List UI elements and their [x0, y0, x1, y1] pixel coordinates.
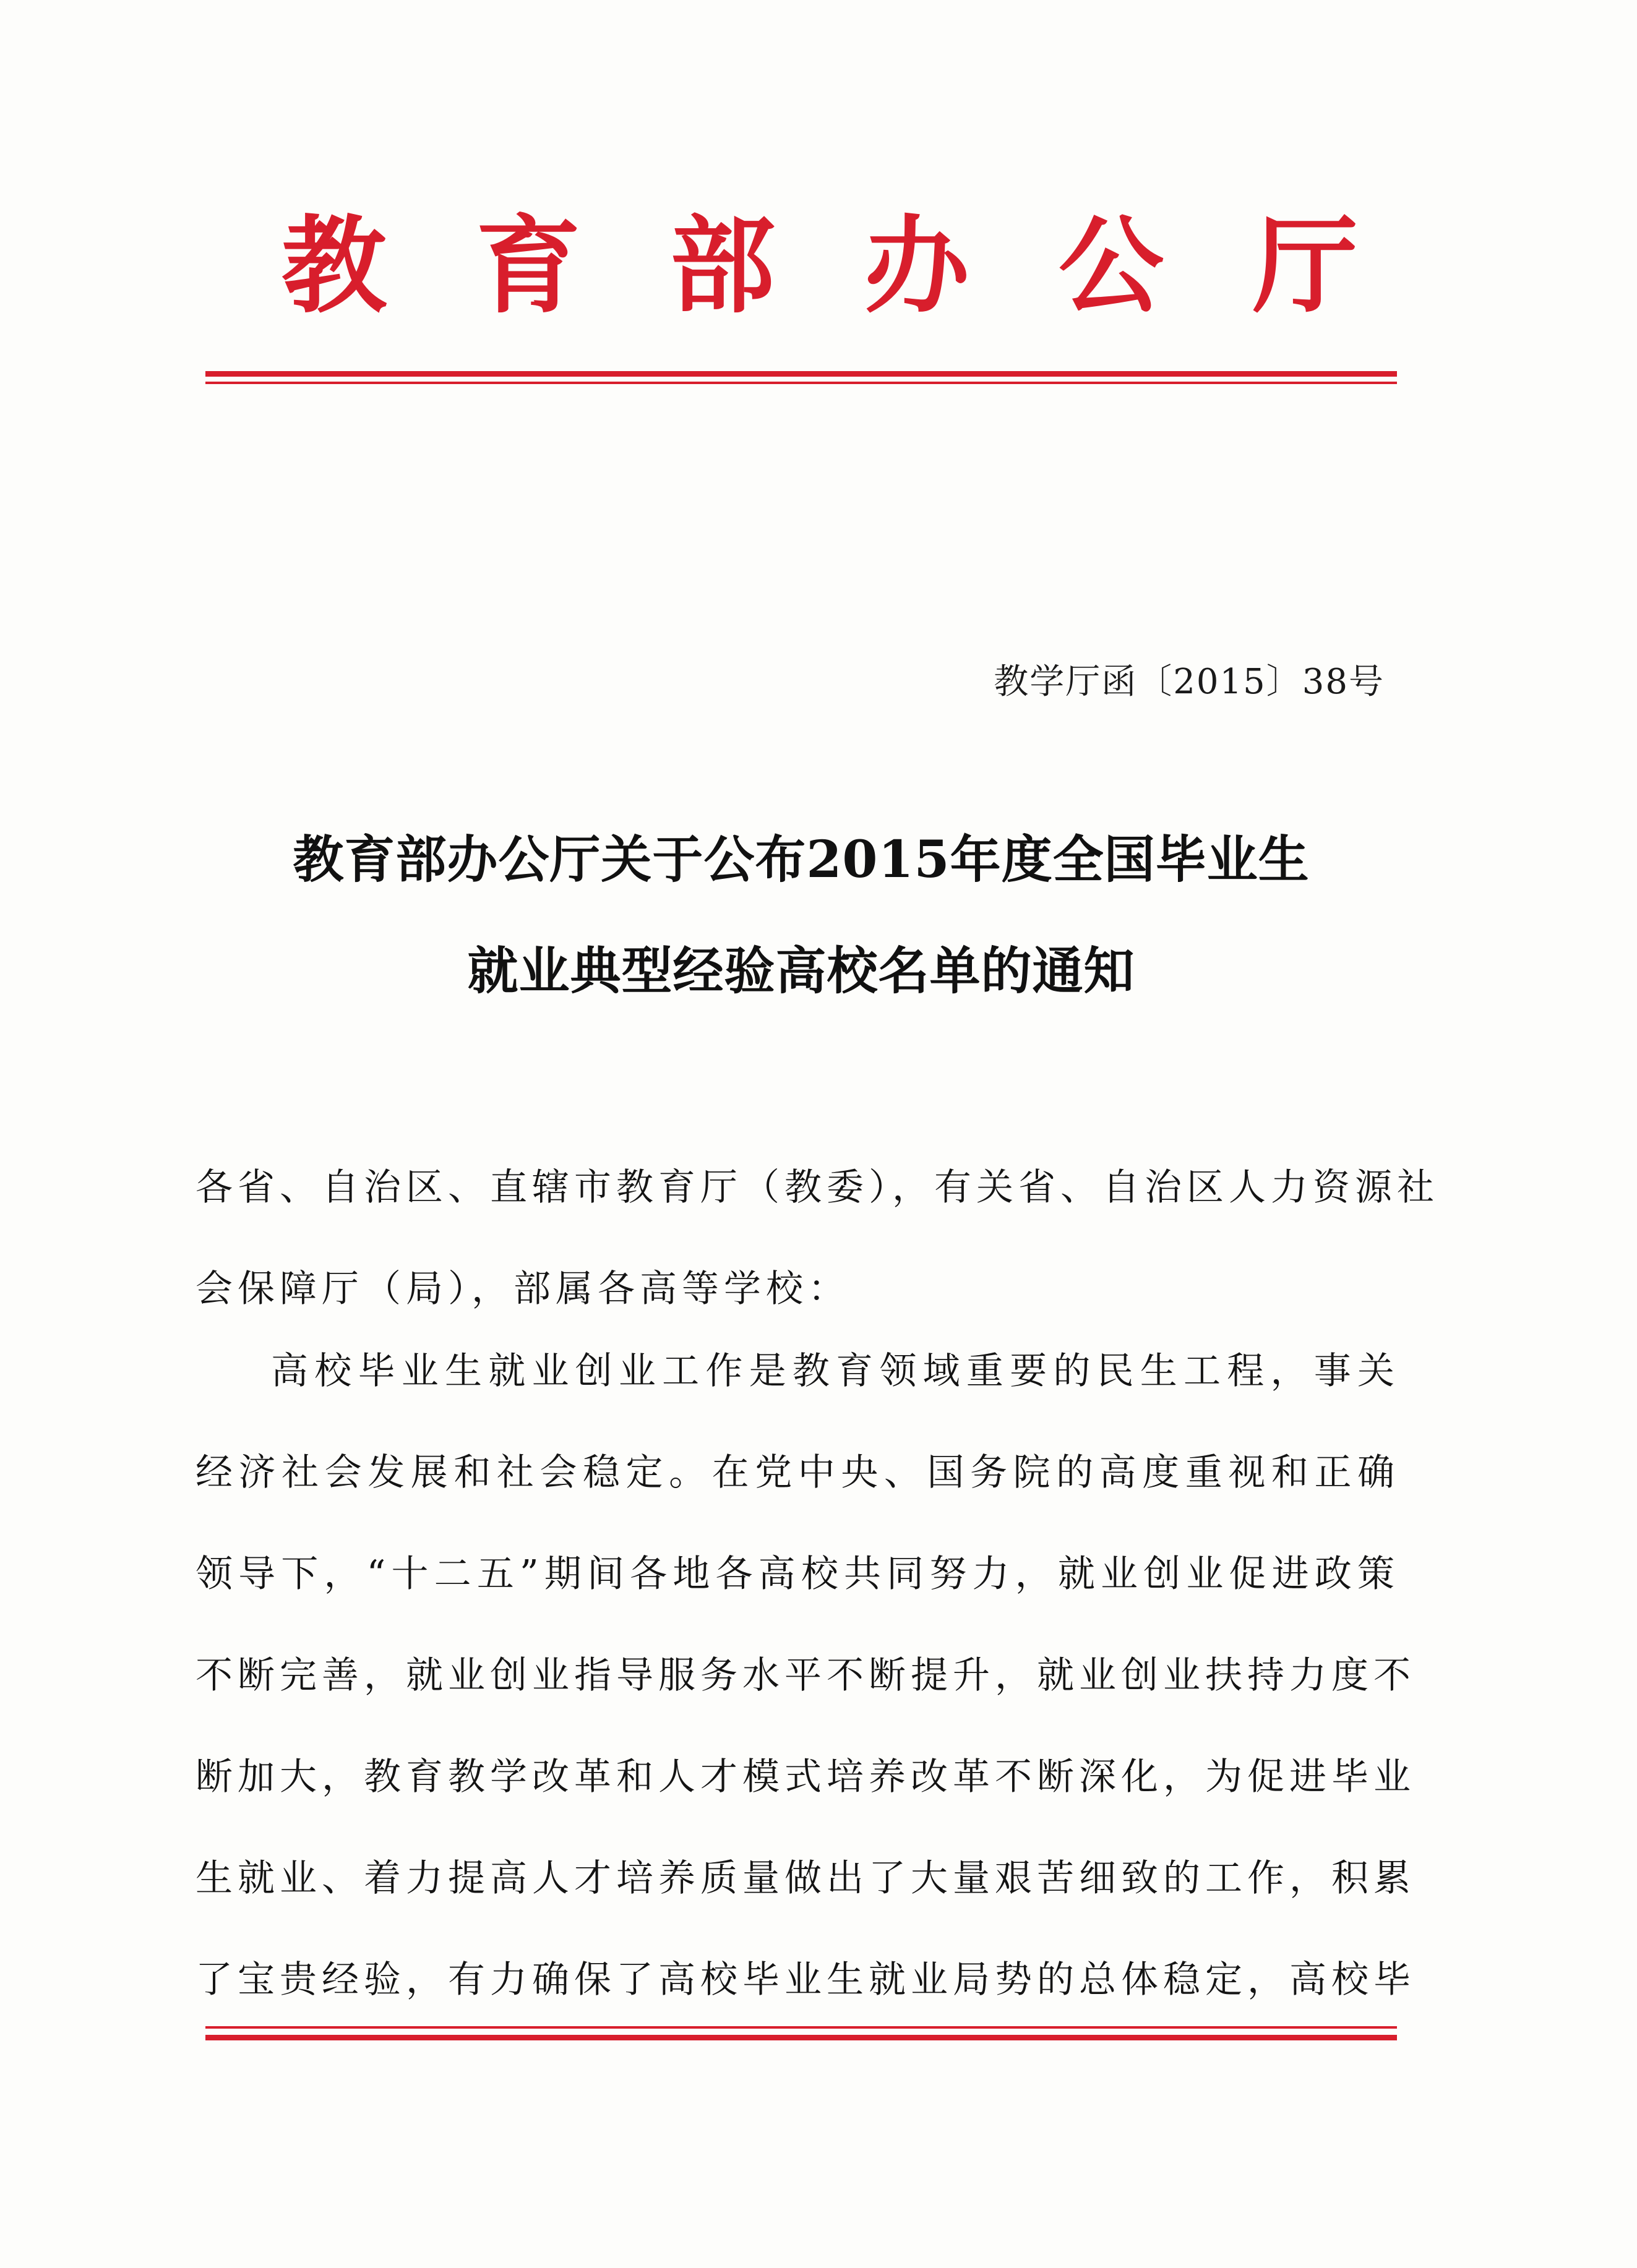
header-divider-thin: [205, 382, 1397, 384]
header-divider-thick: [205, 371, 1397, 377]
document-number: 教学厅函〔2015〕38号: [994, 662, 1385, 702]
header-char: 部: [669, 204, 775, 328]
header-char: 厅: [1252, 204, 1358, 328]
footer-divider-thick: [205, 2035, 1397, 2040]
salutation-line: 会保障厅（局），部属各高等学校：: [195, 1267, 850, 1311]
salutation-line: 各省、自治区、直辖市教育厅（教委），有关省、自治区人力资源社: [195, 1166, 1439, 1209]
header-char: 办: [864, 204, 969, 328]
body-line: 生就业、着力提高人才培养质量做出了大量艰苦细致的工作，积累: [195, 1857, 1416, 1900]
body-line: 领导下，“十二五”期间各地各高校共同努力，就业创业促进政策: [195, 1552, 1399, 1596]
header-char: 教: [281, 204, 387, 328]
footer-divider-thin: [205, 2026, 1397, 2029]
body-paragraph: [195, 1320, 1416, 2031]
header-char: 公: [1058, 204, 1164, 328]
salutation: [195, 1137, 1439, 1340]
header-char: 育: [475, 204, 581, 328]
body-line: 不断完善，就业创业指导服务水平不断提升，就业创业扶持力度不: [195, 1654, 1416, 1697]
body-line: 高校毕业生就业创业工作是教育领域重要的民生工程，事关: [271, 1350, 1399, 1393]
body-line: 了宝贵经验，有力确保了高校毕业生就业局势的总体稳定，高校毕: [195, 1958, 1416, 2001]
body-line: 经济社会发展和社会稳定。在党中央、国务院的高度重视和正确: [195, 1451, 1399, 1494]
issuing-office-header: [281, 204, 1358, 328]
body-line: 断加大，教育教学改革和人才模式培养改革不断深化，为促进毕业: [195, 1755, 1416, 1799]
document-title-line-2: 就业典型经验高校名单的通知: [467, 941, 1135, 1001]
document-title-line-1: 教育部办公厅关于公布2015年度全国毕业生: [293, 830, 1310, 889]
